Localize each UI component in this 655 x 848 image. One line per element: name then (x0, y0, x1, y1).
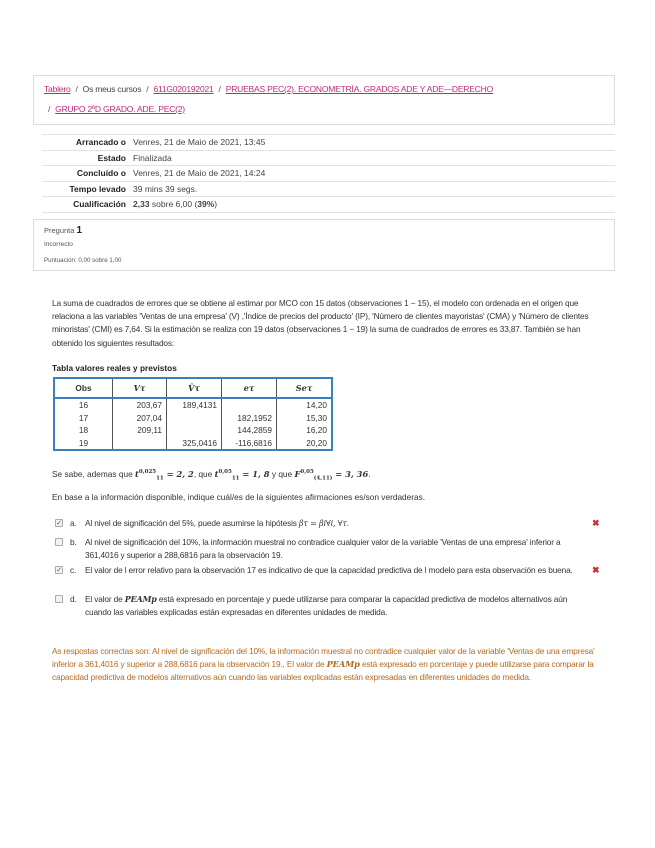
breadcrumb-link-course[interactable]: 611G020192021 (153, 84, 214, 94)
col-header-obs: Obs (54, 378, 113, 398)
question-number: Pregunta 1 (44, 225, 83, 236)
breadcrumb-my-courses[interactable]: Os meus cursos (82, 84, 142, 94)
question-info (33, 219, 615, 271)
col-header-v-hat: V̂τ (167, 378, 222, 398)
attempt-summary (42, 134, 615, 213)
breadcrumb-link-tests[interactable]: PRUEBAS PEC(2). ECONOMETRÍA. GRADOS ADE Y ADE—DERECHO (225, 84, 494, 94)
col-header-se: Seτ (277, 378, 333, 398)
known-values: Se sabe, ademas que $t^{0,025}_{11} = 2$, 2, que $t^{0,05}_{11} = 1$, 8 y que F$^{0,05}_{(4,11)}$ = 3, 36. (52, 469, 371, 482)
values-table (53, 377, 333, 451)
breadcrumb-separator: / (48, 104, 51, 114)
question-statement: La suma de cuadrados de errores que se obtiene al estimar por MCO con 15 datos (observaciones 1 − 15), el modelo con ordenada en el origen que relaciona a las variables 'Ventas de una empresa' (V) ,'Índice de precios del producto' (IP), 'Número de clientes mayoristas' (CMA) y 'Número de clientes minoristas' (CMI) es 7,64. Si la estimación se realiza con 19 datos (observaciones 1 − 19) la suma de cuadrados de errores es 33,87. También se han obtenido los siguientes resultados: (52, 298, 589, 348)
breadcrumb-link-dashboard[interactable]: Tablero (44, 84, 71, 94)
summary-row-started: Arrancado o Venres, 21 de Maio de 2021, 13:45 (75, 137, 266, 147)
question-score: Puntuación: 0,00 sobre 1,00 (44, 257, 122, 264)
breadcrumb-separator: / (218, 84, 221, 94)
col-header-v: Vτ (113, 378, 167, 398)
option-a[interactable]: ✓ a. Al nivel de significación del 5%, puede asumirse la hipótesis βτ = βi∀i, ∀τ. ✖ (56, 518, 600, 528)
grade-percent: 39% (197, 199, 215, 210)
grade-score: 2,33 (133, 199, 150, 210)
summary-row-time: Tempo levado 39 mins 39 segs. (69, 183, 198, 194)
table-row: 18 209,11 144,2859 16,20 (54, 424, 332, 437)
table-row: 16 203,67 189,4131 14,20 (54, 398, 332, 412)
summary-row-grade: Cualificación 2,33 sobre 6,00 (39%) (73, 199, 218, 210)
table-title: Tabla valores reales y previstos (52, 363, 177, 373)
summary-row-completed: Concluído o Venres, 21 de Maio de 2021, 14:24 (76, 168, 266, 179)
table-row: 17 207,04 182,1952 15,30 (54, 412, 332, 425)
checkbox-icon[interactable] (55, 595, 63, 603)
breadcrumb-separator: / (146, 84, 149, 94)
incorrect-icon: ✖ (592, 518, 600, 528)
option-c[interactable]: ✓ c. El valor de l error relativo para la observación 17 es indicativo de que la capacidad predictiva de l modelo para esta observación es buena. ✖ (56, 565, 600, 575)
checkbox-icon[interactable] (55, 538, 63, 546)
checkbox-checked-icon[interactable]: ✓ (56, 520, 62, 527)
checkbox-checked-icon[interactable]: ✓ (56, 567, 62, 574)
instruction-text: En base a la información disponible, indique cuál/es de la siguientes afirmaciones es/son verdaderas. (52, 492, 426, 502)
table-row: 19 325,0416 -116,6816 20,20 (54, 437, 332, 451)
breadcrumb (33, 75, 615, 125)
breadcrumb-separator: / (75, 84, 78, 94)
summary-row-state: Estado Finalizada (97, 152, 172, 163)
col-header-e: eτ (222, 378, 277, 398)
option-d[interactable]: d. El valor de PEAMp está expresado en porcentaje y puede utilizarse para comparar la capacidad predictiva de modelos alternativos aún cuando las variables explicadas están expresadas en diferentes unidades de medida. (55, 593, 615, 619)
breadcrumb-link-group[interactable]: GRUPO 2ºD GRADO. ADE. PEC(2) (55, 104, 185, 114)
option-b[interactable]: b. Al nivel de significación del 10%, la información muestral no contradice cualquier valor de la variable 'Ventas de una empresa' inferior a 361,4016 y superior a 288,6816 para la observación 19. (55, 536, 615, 562)
correct-answer-feedback: As respostas correctas son: Al nivel de significación del 10%, la información muestral no contradice cualquier valor de la variable 'Ventas de una empresa' inferior a 361,4016 y superior a 288,6816 para la observación 19., El valor de PEAMp está expresado en porcentaje y puede utilizarse para comparar la capacidad predictiva de modelos alternativos aún cuando las variables explicadas están expresadas en diferentes unidades de medida. (52, 646, 595, 683)
incorrect-icon: ✖ (592, 565, 600, 575)
question-status: Incorrecto (44, 241, 73, 248)
